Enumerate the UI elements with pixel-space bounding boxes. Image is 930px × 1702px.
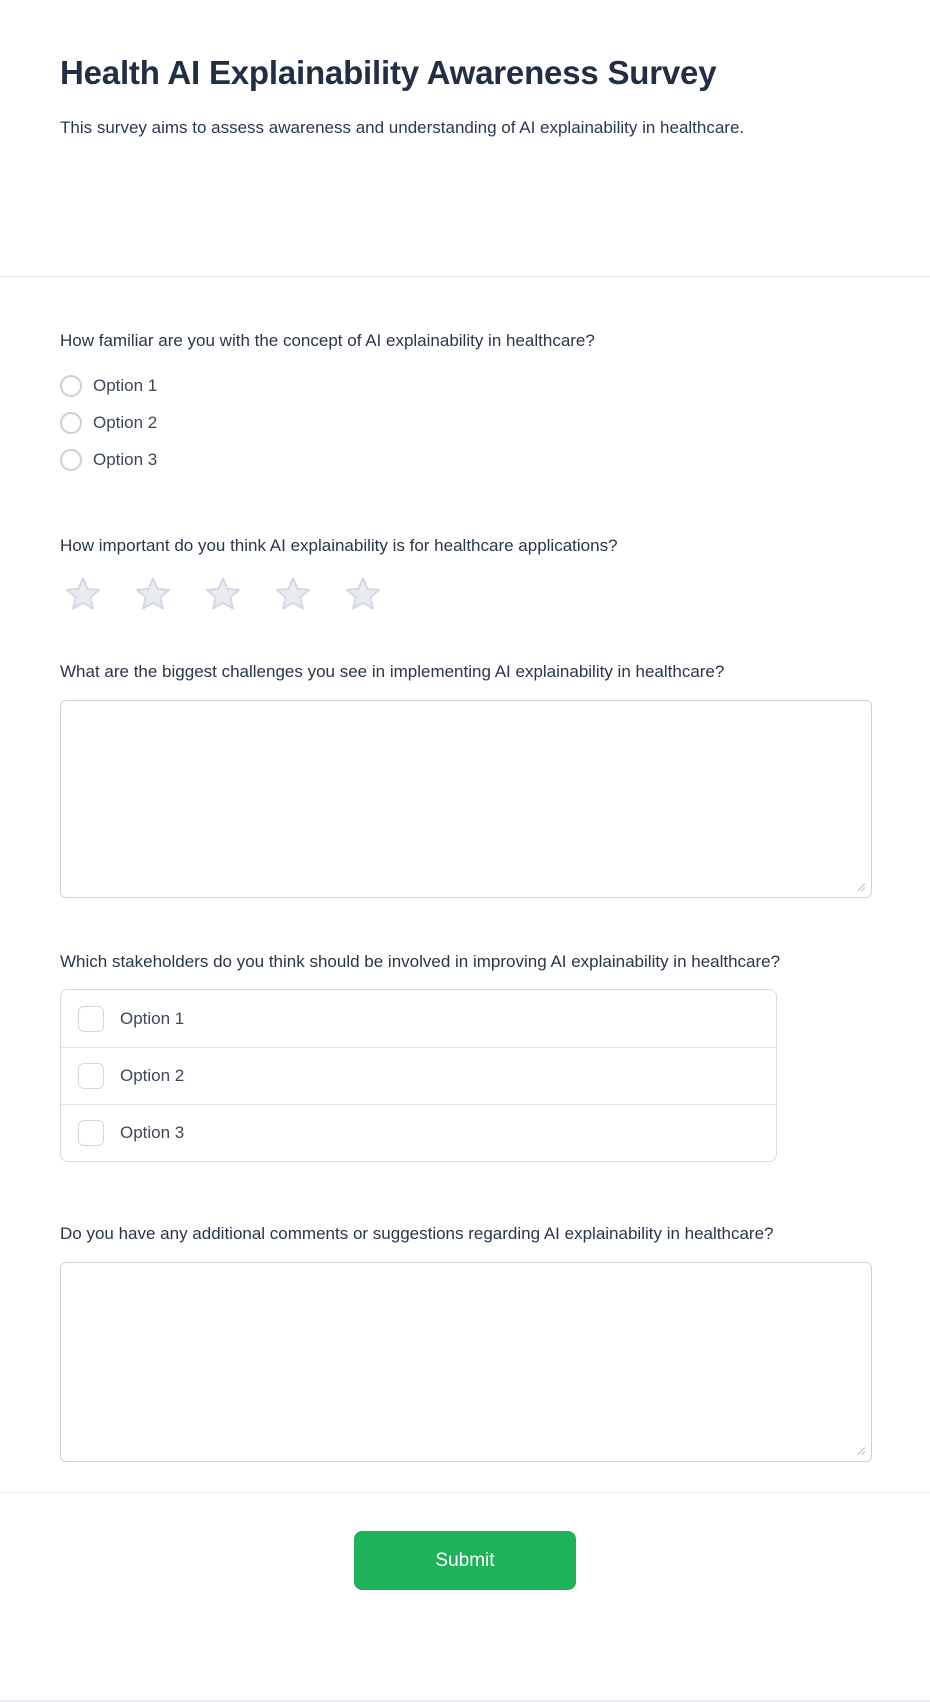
survey-description: This survey aims to assess awareness and understanding of AI explainability in healthcare. bbox=[60, 118, 745, 137]
radio-option-label: Option 2 bbox=[93, 412, 158, 432]
question-text: How familiar are you with the concept of AI explainability in healthcare? bbox=[60, 331, 595, 350]
survey-header bbox=[0, 0, 930, 277]
question-importance bbox=[60, 534, 872, 614]
star-icon[interactable] bbox=[342, 574, 384, 614]
checkbox-group bbox=[60, 989, 777, 1162]
question-text: How important do you think AI explainability is for healthcare applications? bbox=[60, 536, 618, 555]
radio-option-3[interactable] bbox=[60, 441, 872, 478]
checkbox-icon[interactable] bbox=[78, 1006, 104, 1032]
star-icon[interactable] bbox=[132, 574, 174, 614]
checkbox-option-label: Option 2 bbox=[120, 1066, 185, 1085]
question-stakeholders bbox=[60, 950, 872, 1162]
question-comments bbox=[60, 1222, 872, 1462]
question-text: Do you have any additional comments or suggestions regarding AI explainability in healthcare? bbox=[60, 1224, 774, 1243]
submit-button[interactable]: Submit bbox=[354, 1531, 576, 1590]
radio-option-1[interactable] bbox=[60, 367, 872, 404]
page-title: Health AI Explainability Awareness Survey bbox=[60, 54, 717, 91]
checkbox-option-label: Option 1 bbox=[120, 1008, 185, 1028]
star-rating bbox=[62, 574, 872, 614]
question-familiarity bbox=[60, 329, 872, 478]
survey-footer bbox=[0, 1492, 930, 1590]
star-icon[interactable] bbox=[272, 574, 314, 614]
radio-group bbox=[60, 367, 872, 478]
star-icon[interactable] bbox=[202, 574, 244, 614]
textarea-wrap bbox=[60, 1262, 872, 1462]
comments-textarea[interactable] bbox=[60, 1262, 872, 1462]
checkbox-icon[interactable] bbox=[78, 1063, 104, 1089]
radio-button-icon[interactable] bbox=[60, 375, 82, 397]
radio-option-label: Option 3 bbox=[93, 449, 158, 469]
textarea-wrap bbox=[60, 700, 872, 898]
challenges-textarea[interactable] bbox=[60, 700, 872, 898]
radio-button-icon[interactable] bbox=[60, 412, 82, 434]
question-text: What are the biggest challenges you see in implementing AI explainability in healthcare? bbox=[60, 662, 725, 681]
checkbox-option-3[interactable] bbox=[61, 1104, 776, 1161]
star-icon[interactable] bbox=[62, 574, 104, 614]
question-text: Which stakeholders do you think should be involved in improving AI explainability in healthcare? bbox=[60, 952, 781, 971]
radio-button-icon[interactable] bbox=[60, 449, 82, 471]
question-challenges bbox=[60, 660, 872, 898]
checkbox-option-1[interactable] bbox=[61, 990, 776, 1047]
checkbox-option-2[interactable] bbox=[61, 1047, 776, 1104]
radio-option-label: Option 1 bbox=[93, 375, 158, 395]
checkbox-icon[interactable] bbox=[78, 1120, 104, 1146]
checkbox-option-label: Option 3 bbox=[120, 1123, 185, 1142]
radio-option-2[interactable] bbox=[60, 404, 872, 441]
survey-body bbox=[0, 329, 930, 1462]
